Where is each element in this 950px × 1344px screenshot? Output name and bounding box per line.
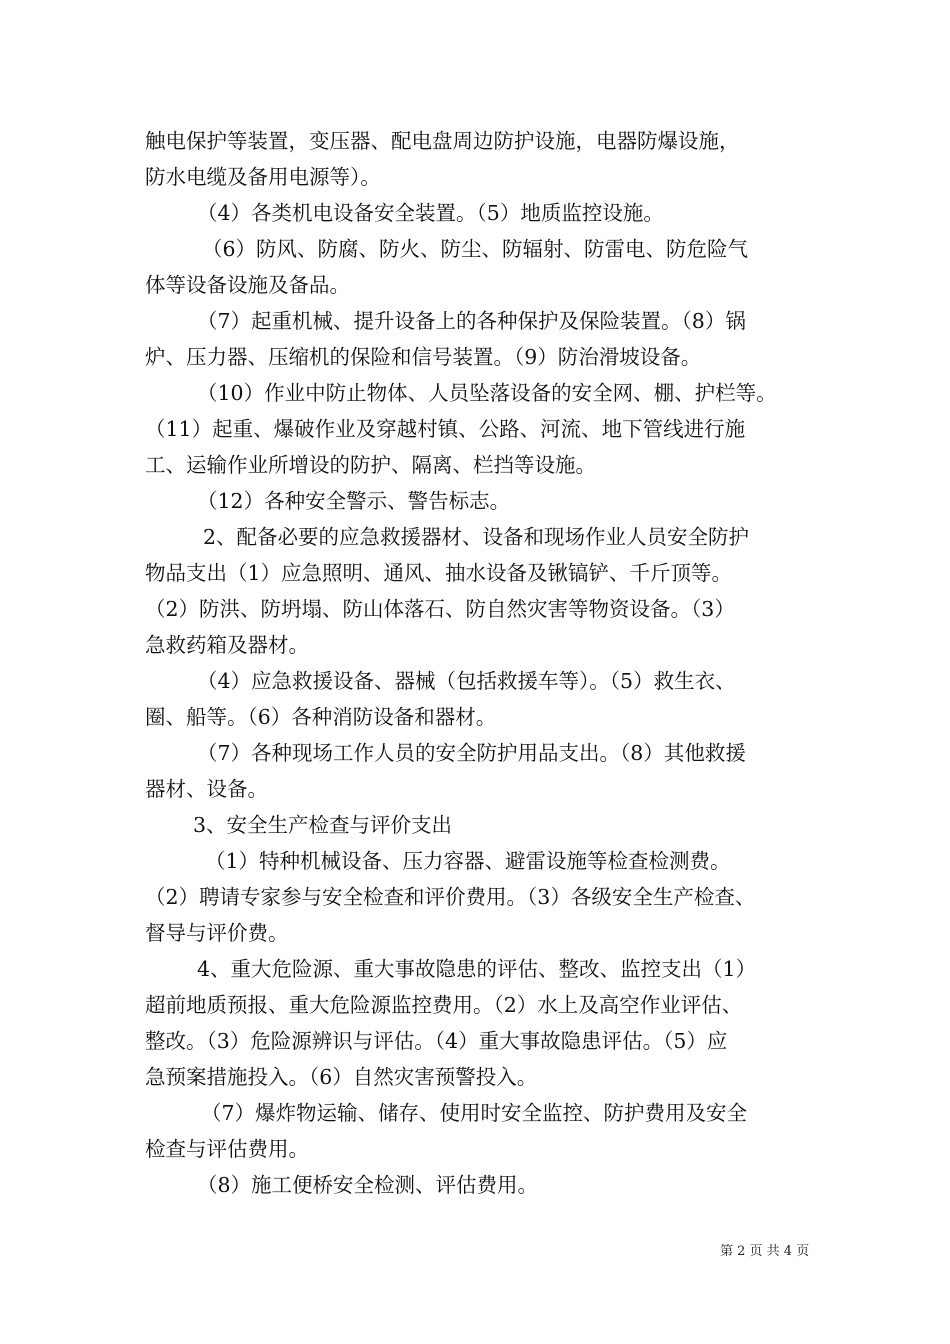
text-line: 圈、船等。（6）各种消防设备和器材。 — [145, 705, 497, 729]
text-line: 督导与评价费。 — [145, 921, 289, 945]
text-line: 整改。（3）危险源辨识与评估。（4）重大事故隐患评估。（5）应 — [145, 1029, 728, 1053]
text-line: 防水电缆及备用电源等）。 — [145, 165, 381, 189]
text-line: （10）作业中防止物体、人员坠落设备的安全网、棚、护栏等。 — [197, 381, 777, 405]
text-line: （11）起重、爆破作业及穿越村镇、公路、河流、地下管线进行施 — [145, 417, 746, 441]
text-line: 炉、压力器、压缩机的保险和信号装置。（9）防治滑坡设备。 — [145, 345, 702, 369]
text-line: 超前地质预报、重大危险源监控费用。（2）水上及高空作业评估、 — [145, 993, 743, 1017]
text-line: 4、重大危险源、重大事故隐患的评估、整改、监控支出（1） — [197, 957, 757, 981]
text-line: 体等设备设施及备品。 — [145, 273, 350, 297]
text-line: （12）各种安全警示、警告标志。 — [197, 489, 511, 513]
text-line: （1）特种机械设备、压力容器、避雷设施等检查检测费。 — [205, 849, 731, 873]
text-line: （4）应急救援设备、器械（包括救援车等）。（5）救生衣、 — [197, 669, 736, 693]
document-body — [145, 123, 815, 1203]
text-line: 急救药箱及器材。 — [145, 633, 309, 657]
text-line: 急预案措施投入。（6）自然灾害预警投入。 — [145, 1065, 538, 1089]
text-line: （2）防洪、防坍塌、防山体落石、防自然灾害等物资设备。（3） — [145, 597, 735, 621]
text-line: （8）施工便桥安全检测、评估费用。 — [197, 1173, 539, 1197]
text-line: 2、配备必要的应急救援器材、设备和现场作业人员安全防护 — [203, 525, 750, 549]
text-line: （2）聘请专家参与安全检查和评价费用。（3）各级安全生产检查、 — [145, 885, 756, 909]
text-line: （4）各类机电设备安全装置。（5）地质监控设施。 — [197, 201, 664, 225]
text-line: 检查与评估费用。 — [145, 1137, 309, 1161]
text-line: （6）防风、防腐、防火、防尘、防辐射、防雷电、防危险气 — [202, 237, 749, 261]
text-line: 3、安全生产检查与评价支出 — [193, 813, 453, 837]
text-line: （7）爆炸物运输、储存、使用时安全监控、防护费用及安全 — [201, 1101, 748, 1125]
text-line: 触电保护等装置，变压器、配电盘周边防护设施，电器防爆设施， — [145, 129, 740, 153]
text-line: 器材、设备。 — [145, 777, 268, 801]
text-line: （7）各种现场工作人员的安全防护用品支出。（8）其他救援 — [197, 741, 746, 765]
text-line: 物品支出（1）应急照明、通风、抽水设备及锹镐铲、千斤顶等。 — [145, 561, 733, 585]
text-line: 工、运输作业所增设的防护、隔离、栏挡等设施。 — [145, 453, 596, 477]
text-line: （7）起重机械、提升设备上的各种保护及保险装置。（8）锅 — [197, 309, 746, 333]
page-number: 第 2 页 共 4 页 — [720, 1244, 810, 1259]
